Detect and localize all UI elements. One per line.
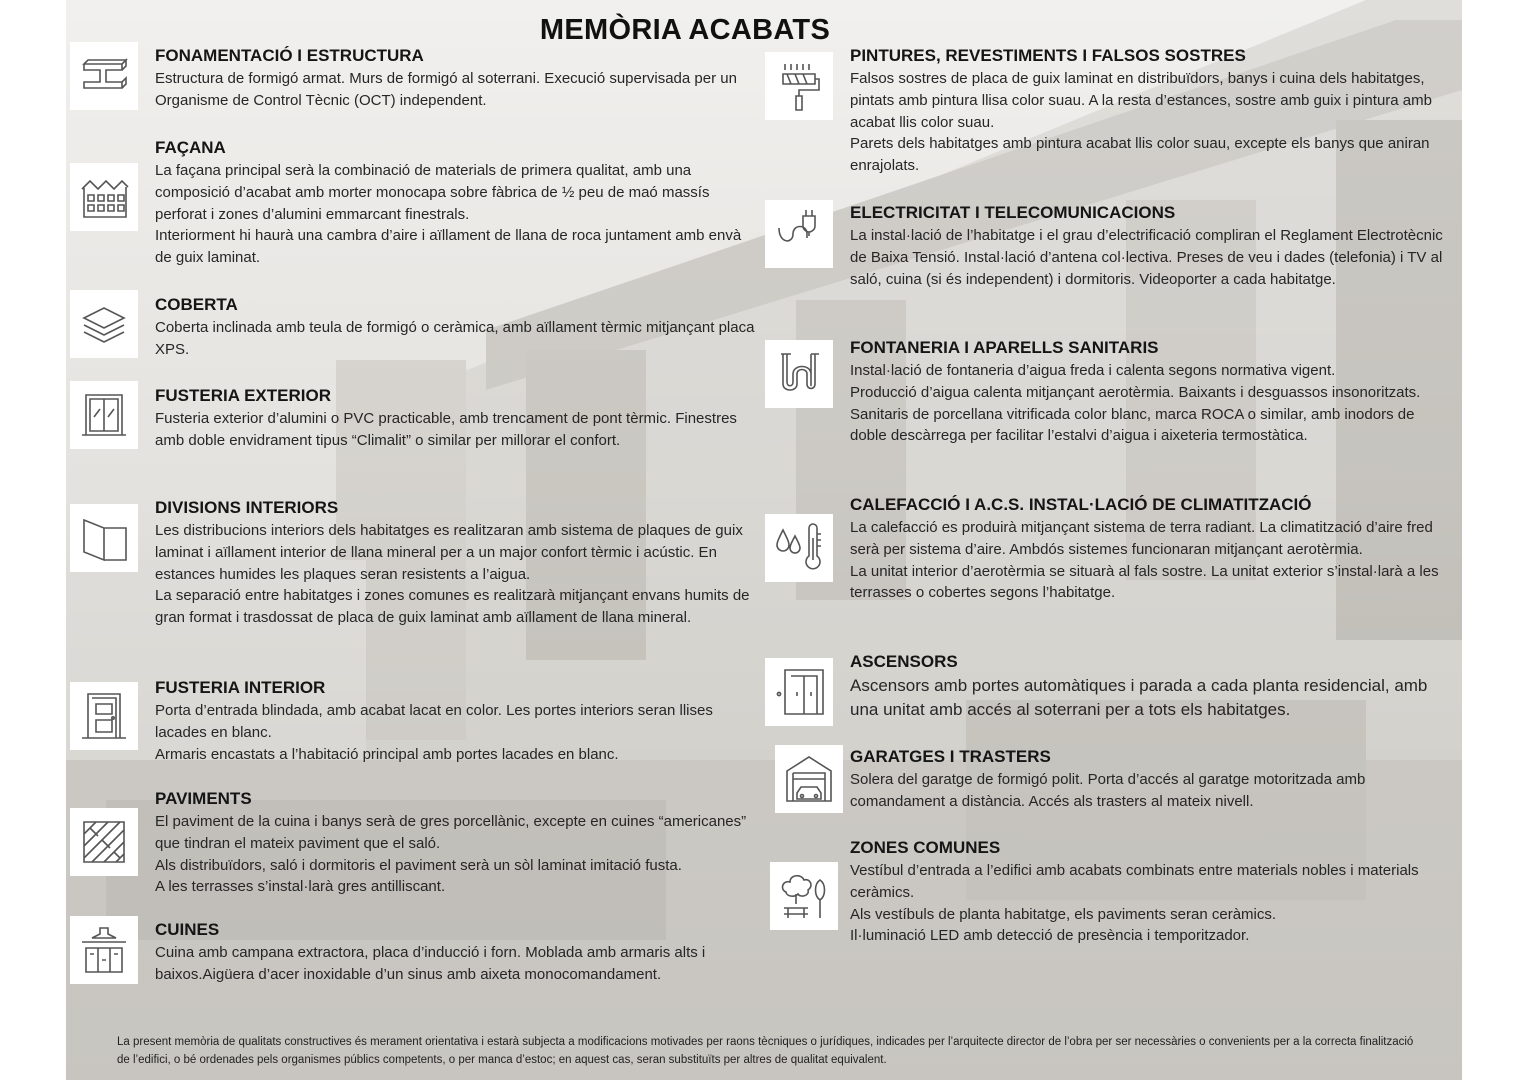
section-paragraph: Cuina amb campana extractora, placa d’inducció i forn. Moblada amb armaris alts i baixos.Aigüera d’acer inoxidable d’un sinus amb aixeta monocomandament. [155, 944, 706, 983]
section-text [155, 317, 755, 361]
section-title: FONAMENTACIÓ I ESTRUCTURA [155, 46, 424, 65]
section-paragraph: Vestíbul d’entrada a l’edifici amb acabats combinats entre materials nobles i materials ceràmics. [850, 862, 1419, 901]
section-title: FUSTERIA EXTERIOR [155, 386, 331, 405]
section-electricity [850, 203, 1450, 290]
beam-icon [70, 42, 138, 110]
section-paragraph: Solera del garatge de formigó polit. Porta d’accés al garatge motoritzada amb comandament a distància. Accés als trasters al mateix nivell. [850, 771, 1366, 810]
section-foundation [155, 46, 755, 112]
section-paragraph: Parets dels habitatges amb pintura acabat llis color suau, excepte els banys que aniran enrajolats. [850, 135, 1430, 175]
door-icon [70, 682, 138, 750]
section-roof [155, 295, 755, 361]
section-text [850, 860, 1450, 947]
section-text [850, 360, 1450, 447]
section-text [155, 68, 755, 112]
section-text [155, 160, 755, 269]
paint-roller-icon [765, 52, 833, 120]
section-paragraph: Als vestíbuls de planta habitatge, els paviments seran ceràmics. [850, 905, 1277, 923]
section-text [850, 769, 1450, 813]
elevator-icon [765, 658, 833, 726]
layers-icon [70, 290, 138, 358]
section-paragraph: La calefacció es produirà mitjançant sistema de terra radiant. La climatització d’aire fred serà per sistema d’aire. Ambdós sistemes funcionaran mitjançant aerotèrmia. [850, 519, 1433, 558]
section-facade [155, 138, 755, 269]
section-common-areas [850, 838, 1450, 947]
section-interior-carpentry [155, 678, 755, 765]
section-paragraph: Sanitaris de porcellana vitrificada color blanc, marca ROCA o similar, amb inodors de doble descàrrega per facilitar l’estalvi d’aigua i aixeteria termostàtica. [850, 405, 1415, 445]
section-flooring [155, 789, 755, 898]
kitchen-icon [70, 916, 138, 984]
section-elevators [850, 652, 1450, 721]
section-kitchens [155, 920, 755, 986]
section-title: DIVISIONS INTERIORS [155, 498, 339, 517]
plug-icon [765, 200, 833, 268]
section-text [850, 517, 1450, 604]
section-paragraph: Falsos sostres de placa de guix laminat en distribuïdors, banys i cuina dels habitatges, pintats amb pintura llisa color suau. A la resta d’estances, sostre amb guix i pintura amb acabat llis color suau. [850, 70, 1432, 131]
section-text [850, 674, 1450, 721]
section-title: GARATGES I TRASTERS [850, 747, 1051, 766]
section-paragraph: La instal·lació de l’habitatge i el grau d’electrificació compliran el Reglament Electrotècnic de Baixa Tensió. Instal·lació d’antena col·lectiva. Preses de veu i dades (telefonia) i TV al saló, cuina (si és independent) i dormitoris. Videoporter a cada habitatge. [850, 227, 1443, 288]
section-title: PAVIMENTS [155, 789, 252, 808]
thermometer-icon [765, 514, 833, 582]
section-plumbing [850, 338, 1450, 447]
section-title: COBERTA [155, 295, 238, 314]
section-title: ELECTRICITAT I TELECOMUNICACIONS [850, 203, 1176, 222]
section-title: PINTURES, REVESTIMENTS I FALSOS SOSTRES [850, 46, 1246, 65]
section-paragraph: La separació entre habitatges i zones comunes es realitzarà mitjançant envans humits de gran format i trasdossat de placa de guix laminat amb aïllament de llana mineral. [155, 587, 750, 627]
pipe-icon [765, 340, 833, 408]
section-paragraph: Coberta inclinada amb teula de formigó o ceràmica, amb aïllament tèrmic mitjançant placa XPS. [155, 319, 755, 358]
section-paragraph: Als distribuïdors, saló i dormitoris el paviment serà un sòl laminat imitació fusta. [155, 856, 682, 874]
section-text [850, 68, 1450, 177]
page-title: MEMÒRIA ACABATS [539, 14, 831, 46]
section-garages [850, 747, 1450, 813]
section-text [850, 225, 1450, 290]
section-paragraph: Il·luminació LED amb detecció de presència i temporitzador. [850, 927, 1250, 945]
section-paragraph: Fusteria exterior d’alumini o PVC practicable, amb trencament de pont tèrmic. Finestres amb doble envidrament tipus “Climalit” o similar per millorar el confort. [155, 410, 737, 449]
section-paragraph: Ascensors amb portes automàtiques i parada a cada planta residencial, amb una unitat amb accés al soterrani per a tots els habitatges. [850, 676, 1428, 719]
section-text [155, 700, 755, 765]
section-paragraph: Instal·lació de fontaneria d’aigua freda i calenta segons normativa vigent. [850, 362, 1336, 379]
section-paragraph: Interiorment hi haurà una cambra d’aire i aïllament de llana de roca juntament amb envà de guix laminat. [155, 227, 742, 267]
section-paragraph: El paviment de la cuina i banys serà de gres porcellànic, excepte en cuines “americanes” que tindran el mateix paviment que el saló. [155, 813, 747, 852]
section-paragraph: La unitat interior d’aerotèrmia se situarà al fals sostre. La unitat exterior s’instal·larà a les terrasses o cobertes segons l’habitatge. [850, 562, 1439, 602]
section-title: CALEFACCIÓ I A.C.S. INSTAL·LACIÓ DE CLIMATITZACIÓ [850, 495, 1312, 514]
section-interior-divisions [155, 498, 755, 629]
section-title: ZONES COMUNES [850, 838, 1001, 857]
section-paragraph: Producció d’aigua calenta mitjançant aerotèrmia. Baixants i desguassos insonoritzats. [850, 383, 1421, 401]
park-bench-icon [770, 862, 838, 930]
section-title: FUSTERIA INTERIOR [155, 678, 326, 697]
section-paragraph: Armaris encastats a l’habitació principal amb portes lacades en blanc. [155, 745, 619, 763]
section-paragraph: Estructura de formigó armat. Murs de formigó al soterrani. Execució supervisada per un Organisme de Control Tècnic (OCT) independent. [155, 70, 737, 109]
section-paragraph: La façana principal serà la combinació de materials de primera qualitat, amb una composició d’acabat amb morter monocapa sobre fàbrica de ½ peu de maó massís perforat i zones d’alumini emmarcant finestrals. [155, 162, 710, 223]
section-text [155, 408, 755, 452]
parquet-icon [70, 808, 138, 876]
section-title: CUINES [155, 920, 220, 939]
section-title: FAÇANA [155, 138, 226, 157]
window-icon [70, 381, 138, 449]
section-text [155, 942, 755, 986]
section-title: FONTANERIA I APARELLS SANITARIS [850, 338, 1159, 357]
section-paints [850, 46, 1450, 177]
section-exterior-carpentry [155, 386, 755, 452]
section-title: ASCENSORS [850, 652, 958, 671]
section-paragraph: Les distribucions interiors dels habitatges es realitzaran amb sistema de plaques de guix laminat i aïllament interior de llana mineral per a un major confort tèrmic i acústic. En estances humides les plaques seran resistents a l’aigua. [155, 522, 743, 583]
section-paragraph: Porta d’entrada blindada, amb acabat lacat en color. Les portes interiors seran llises lacades en blanc. [155, 702, 713, 741]
section-paragraph: A les terrasses s’instal·larà gres antilliscant. [155, 878, 446, 896]
garage-icon [775, 745, 843, 813]
section-heating [850, 495, 1450, 604]
wall-corner-icon [70, 504, 138, 572]
section-text [155, 520, 755, 629]
disclaimer-footer: La present memòria de qualitats constructives és merament orientativa i estarà subjecta a modificacions motivades per raons tècniques o jurídiques, indicades per l’arquitecte director de l’obra per ser necessàries o convenients per a la correcta finalització de l’edifici, o bé ordenades pels organismes públics competents, o per manca d’estoc; en aquest cas, seran substituïts per altres de qualitat equivalent. [117, 1036, 1414, 1066]
facade-icon [70, 163, 138, 231]
section-text [155, 811, 755, 898]
